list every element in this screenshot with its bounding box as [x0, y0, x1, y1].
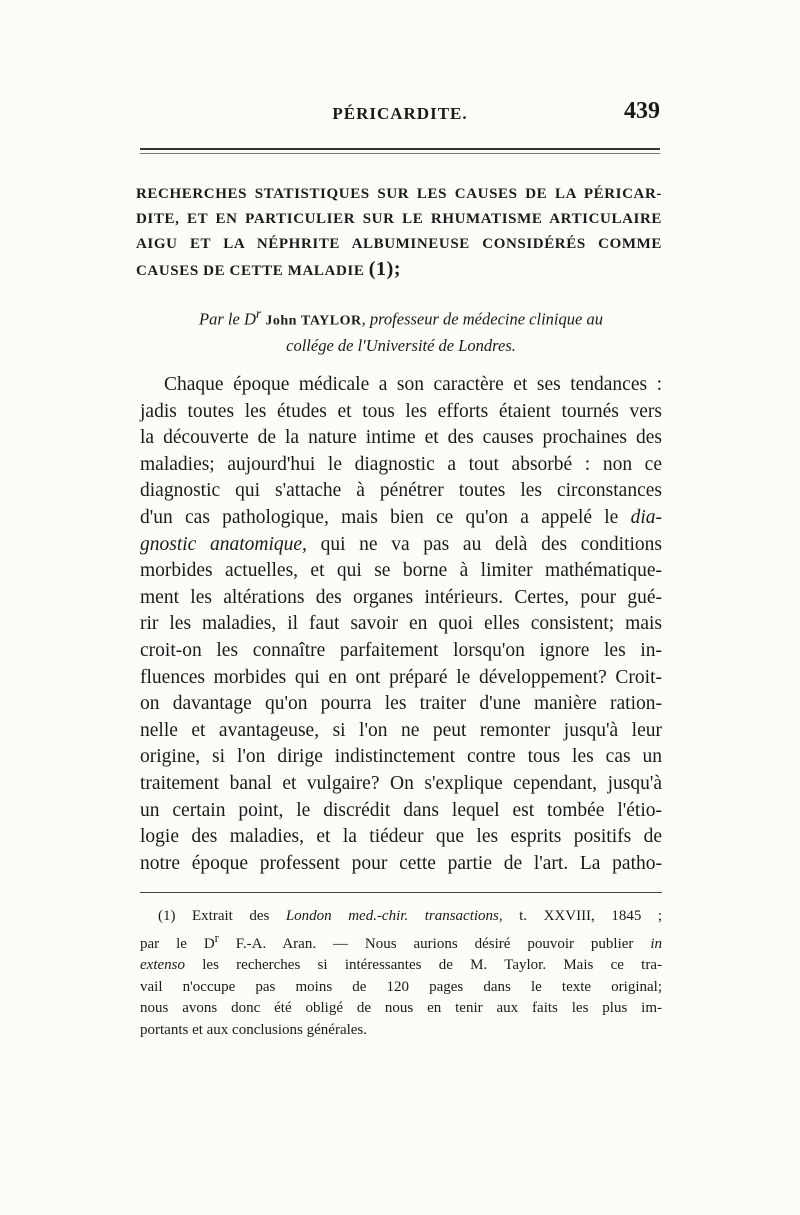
- body-line: jadis toutes les études et tous les efforts étaient tournés vers: [140, 400, 662, 422]
- body-line: la découverte de la nature intime et des causes prochaines des: [140, 427, 662, 449]
- page-header: [140, 98, 660, 132]
- byline-prefix: Par le D: [199, 309, 256, 329]
- header-rule-thin: [140, 153, 660, 154]
- body-line: ment les altérations des organes intérieurs. Certes, pour gué-: [140, 586, 662, 608]
- body-line: nelle et avantageuse, si l'on ne peut remonter jusqu'à leur: [140, 719, 662, 741]
- footnote-text: F.-A. Aran. — Nous aurions désiré pouvoir publier: [235, 935, 634, 952]
- body-line: on davantage qu'on pourra les traiter d'une manière ration-: [140, 693, 662, 715]
- body-line: fluences morbides qui en ont préparé le développement? Croit-: [140, 666, 662, 688]
- article-title: [136, 182, 662, 284]
- footnote-line: [140, 906, 662, 928]
- footnote-line: portants et aux conclusions générales.: [140, 1021, 368, 1038]
- footnote-line: [140, 955, 662, 977]
- author-role: , professeur de médecine clinique au: [361, 309, 603, 329]
- page-number: 439: [624, 98, 660, 124]
- title-line: AIGU ET LA NÉPHRITE ALBUMINEUSE CONSIDÉRÉS COMME: [136, 236, 662, 252]
- body-line: notre époque professent pour cette partie de l'art. La patho-: [140, 852, 662, 874]
- running-title: PÉRICARDITE.: [332, 104, 468, 123]
- body-line-with-italic: [140, 532, 662, 559]
- byline: [140, 302, 662, 358]
- body-line: croit-on les connaître parfaitement lorsqu'on ignore les in-: [140, 639, 662, 661]
- footnote-sup: r: [214, 930, 219, 945]
- title-line-last: [136, 257, 662, 284]
- footnote-text: les recherches si intéressantes de M. Taylor. Mais ce tra-: [202, 957, 662, 973]
- byline-line-2: collége de l'Université de Londres.: [286, 335, 516, 355]
- footnote-line: nous avons donc été obligé de nous en tenir aux faits les plus im-: [140, 1000, 662, 1016]
- author-last-name: TAYLOR: [301, 313, 362, 329]
- footnote-line: vail n'occupe pas moins de 120 pages dans le texte original;: [140, 978, 662, 995]
- footnote-mark: (1) Extrait des: [158, 908, 270, 924]
- body-line: rir les maladies, il faut savoir en quoi elles consistent; mais: [140, 613, 662, 635]
- title-line: CAUSES DE CETTE MALADIE: [136, 263, 365, 279]
- author-first-name: John: [265, 313, 297, 329]
- body-line: Chaque époque médicale a son caractère et ses tendances :: [164, 374, 662, 395]
- body-line: origine, si l'on dirige indistinctement contre tous les cas un: [140, 746, 662, 768]
- body-line: d'un cas pathologique, mais bien ce qu'on a appelé le: [140, 506, 619, 528]
- footnote-rule: [140, 892, 662, 893]
- title-footnote-mark: (1);: [368, 258, 402, 280]
- title-line: RECHERCHES STATISTIQUES SUR LES CAUSES DE LA PÉRICAR-: [136, 186, 662, 202]
- footnote-italic: in: [650, 935, 663, 952]
- header-rule: [140, 148, 660, 150]
- byline-line-1: [140, 302, 662, 334]
- title-line: DITE, ET EN PARTICULIER SUR LE RHUMATISME ARTICULAIRE: [136, 211, 662, 227]
- footnote-journal: London med.-chir. transactions,: [285, 908, 503, 924]
- body-text: [140, 372, 662, 877]
- body-line: maladies; aujourd'hui le diagnostic a tout absorbé : non ce: [140, 453, 662, 475]
- body-line: qui ne va pas au delà des conditions: [320, 533, 662, 555]
- italic-term: gnostic anatomique,: [140, 533, 307, 555]
- body-line: traitement banal et vulgaire? On s'explique cependant, jusqu'à: [140, 772, 662, 794]
- footnote-line: [140, 928, 662, 956]
- body-line-with-italic: [140, 505, 662, 532]
- byline-prefix-sup: r: [255, 306, 262, 321]
- footnote: [140, 906, 662, 1041]
- footnote-text: par le D: [140, 935, 215, 952]
- body-line: logie des maladies, et la tiédeur que les esprits positifs de: [140, 826, 662, 848]
- body-line: un certain point, le discrédit dans lequel est tombée l'étio-: [140, 799, 662, 821]
- body-line: diagnostic qui s'attache à pénétrer toutes les circonstances: [140, 480, 662, 502]
- italic-term: dia-: [630, 506, 663, 528]
- footnote-italic: extenso: [140, 957, 185, 973]
- footnote-ref: t. XXVIII, 1845 ;: [519, 908, 662, 924]
- body-line: morbides actuelles, et qui se borne à limiter mathématique-: [140, 560, 662, 582]
